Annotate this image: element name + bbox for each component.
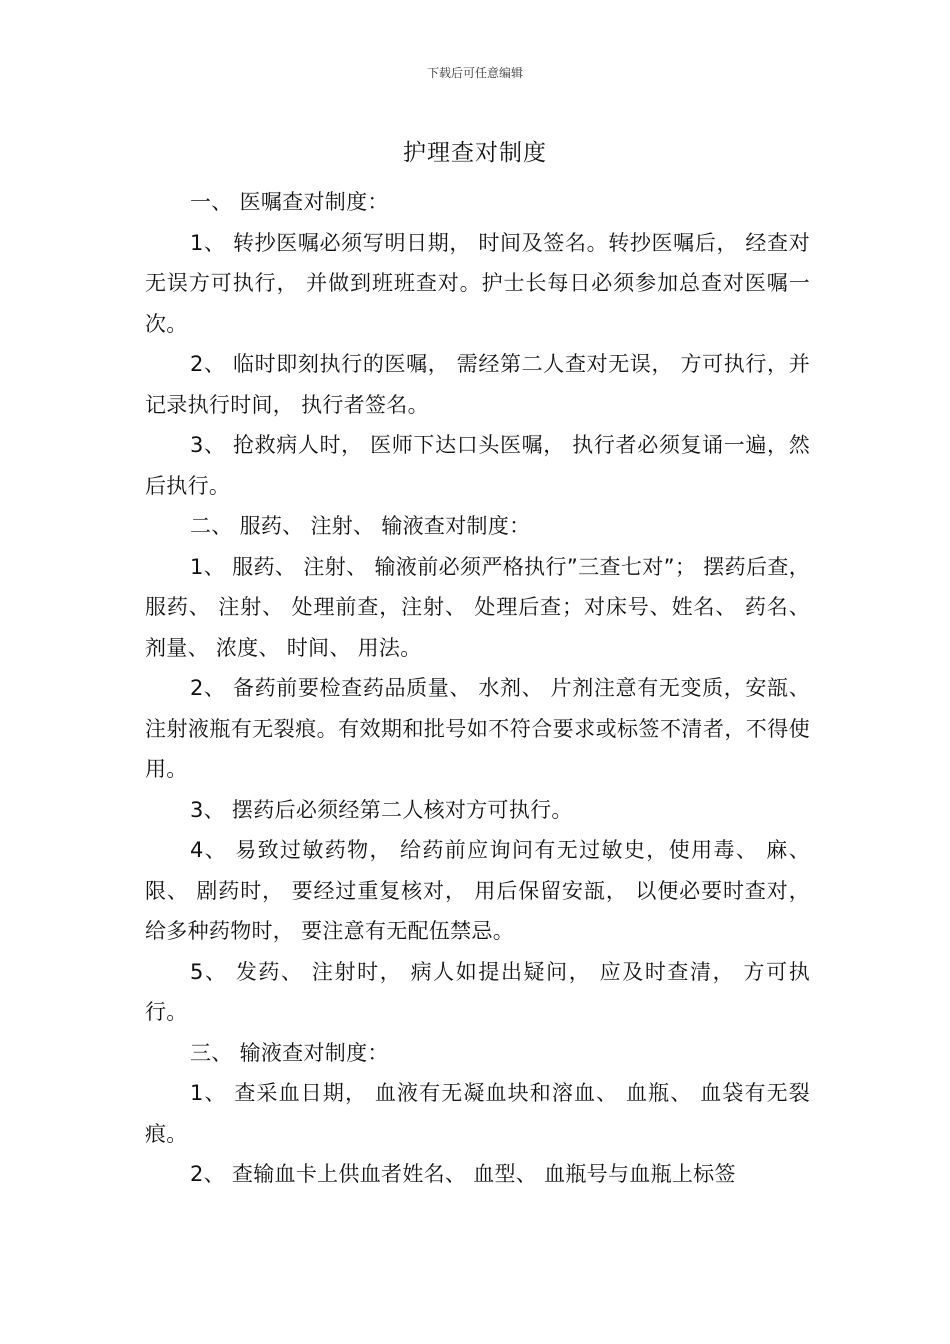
section-heading-2: 二、 服药、 注射、 输液查对制度： (190, 514, 531, 538)
page-header-note: 下载后可任意编辑 (426, 66, 523, 80)
paragraph-1-2: 2、 临时即刻执行的医嘱， 需经第二人查对无误， 方可执行，并记录执行时间， 执行者签名。 (145, 352, 810, 417)
paragraph-2-2: 2、 备药前要检查药品质量、 水剂、 片剂注意有无变质，安瓿、 注射液瓶有无裂痕。有效期和批号如不符合要求或标签不清者，不得使用。 (145, 676, 810, 781)
paragraph-2-1: 1、 服药、 注射、 输液前必须严格执行”三查七对”； 摆药后查，服药、 注射、 处理前查，注射、 处理后查；对床号、姓名、 药名、 剂量、 浓度、 时间、 用法。 (145, 554, 810, 660)
document-body (145, 182, 810, 1195)
section-heading-1: 一、 医嘱查对制度： (190, 190, 389, 214)
paragraph-2-5: 5、 发药、 注射时， 病人如提出疑问， 应及时查清， 方可执行。 (145, 959, 810, 1024)
paragraph-2-3: 3、 摆药后必须经第二人核对方可执行。 (190, 797, 573, 822)
paragraph-3-1: 1、 查采血日期， 血液有无凝血块和溶血、 血瓶、 血袋有无裂痕。 (145, 1081, 810, 1146)
paragraph-3-2: 2、 查输血卡上供血者姓名、 血型、 血瓶号与血瓶上标签 (190, 1162, 736, 1186)
paragraph-2-4: 4、 易致过敏药物， 给药前应询问有无过敏史，使用毒、 麻、 限、 剧药时， 要经过重复核对， 用后保留安瓿， 以便必要时查对， 给多种药物时， 要注意有无配伍禁忌。 (145, 838, 810, 943)
section-heading-3: 三、 输液查对制度： (190, 1040, 389, 1065)
paragraph-1-1: 1、 转抄医嘱必须写明日期， 时间及签名。转抄医嘱后， 经查对无误方可执行， 并做到班班查对。护士长每日必须参加总查对医嘱一次。 (145, 230, 810, 336)
page-title: 护理查对制度 (403, 140, 547, 166)
paragraph-1-3: 3、 抢救病人时， 医师下达口头医嘱， 执行者必须复诵一遍，然后执行。 (145, 433, 810, 498)
